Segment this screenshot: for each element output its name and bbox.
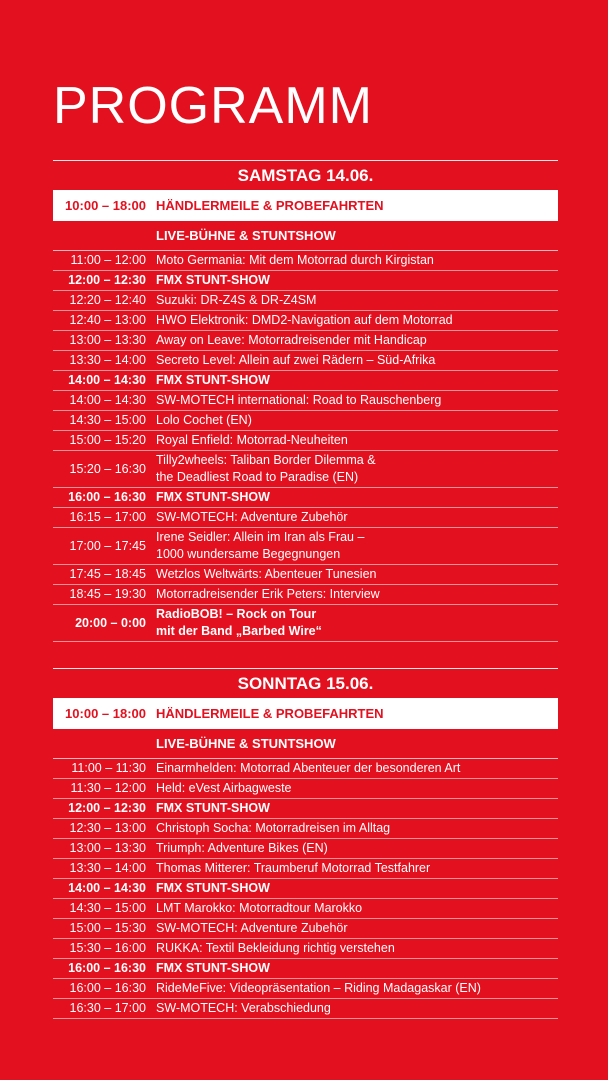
row-text: Royal Enfield: Motorrad-Neuheiten — [156, 433, 348, 447]
schedule-row — [53, 291, 558, 311]
row-time: 16:15 – 17:00 — [69, 510, 146, 524]
row-description — [146, 920, 558, 937]
highlight-row — [53, 698, 558, 729]
row-time: 11:30 – 12:00 — [70, 781, 146, 795]
row-time: 11:00 – 12:00 — [70, 253, 146, 267]
row-description — [146, 432, 558, 449]
schedule-row — [53, 779, 558, 799]
schedule-row — [53, 759, 558, 779]
day-schedule-saturday — [53, 160, 558, 642]
row-text: Moto Germania: Mit dem Motorrad durch Kirgistan — [156, 253, 434, 267]
row-description — [146, 412, 558, 429]
row-time: 12:00 – 12:30 — [68, 273, 146, 287]
schedule-row-highlight — [53, 605, 558, 642]
row-time: 13:30 – 14:00 — [69, 861, 146, 875]
row-description — [146, 452, 558, 486]
schedule-row — [53, 919, 558, 939]
row-description — [146, 252, 558, 269]
schedule-row — [53, 431, 558, 451]
row-description — [146, 312, 558, 329]
schedule-row — [53, 999, 558, 1019]
row-description — [146, 900, 558, 917]
row-text: RideMeFive: Videopräsentation – Riding Madagaskar (EN) — [156, 981, 481, 995]
schedule-row — [53, 451, 558, 488]
row-time: 15:00 – 15:20 — [69, 433, 146, 447]
schedule-row — [53, 251, 558, 271]
row-time: 14:30 – 15:00 — [69, 901, 146, 915]
row-time: 16:00 – 16:30 — [68, 961, 146, 975]
row-description — [146, 509, 558, 526]
row-description — [146, 780, 558, 797]
row-description — [146, 980, 558, 997]
row-description — [146, 586, 558, 603]
row-text: Christoph Socha: Motorradreisen im Alltag — [156, 821, 391, 835]
day-schedule-sunday — [53, 668, 558, 1019]
row-text: RadioBOB! – Rock on Tour — [156, 607, 317, 621]
row-time: 14:00 – 14:30 — [68, 373, 146, 387]
row-text: LMT Marokko: Motorradtour Marokko — [156, 901, 363, 915]
row-text: FMX STUNT-SHOW — [156, 881, 270, 895]
row-text: FMX STUNT-SHOW — [156, 273, 270, 287]
row-text: FMX STUNT-SHOW — [156, 373, 270, 387]
row-description — [146, 820, 558, 837]
row-time: 12:20 – 12:40 — [69, 293, 146, 307]
row-time: 16:00 – 16:30 — [69, 981, 146, 995]
row-description — [146, 489, 558, 506]
row-description — [146, 292, 558, 309]
schedule-row — [53, 859, 558, 879]
row-text: Thomas Mitterer: Traumberuf Motorrad Testfahrer — [156, 861, 431, 875]
row-time: 13:00 – 13:30 — [69, 841, 146, 855]
schedule-row — [53, 899, 558, 919]
highlight-label: HÄNDLERMEILE & PROBEFAHRTEN — [156, 198, 384, 213]
page-title: PROGRAMM — [53, 77, 373, 135]
row-text-continued: mit der Band „Barbed Wire“ — [156, 624, 322, 638]
row-text: Lolo Cochet (EN) — [156, 413, 252, 427]
row-description — [146, 960, 558, 977]
row-text: SW-MOTECH: Adventure Zubehör — [156, 921, 348, 935]
schedule-row — [53, 351, 558, 371]
schedule-row-highlight — [53, 371, 558, 391]
day-heading: SONNTAG 15.06. — [53, 668, 558, 698]
row-description — [146, 860, 558, 877]
row-description — [146, 880, 558, 897]
row-time: 14:00 – 14:30 — [69, 393, 146, 407]
highlight-time: 10:00 – 18:00 — [65, 706, 146, 721]
row-description — [146, 392, 558, 409]
schedule-row-highlight — [53, 879, 558, 899]
row-description — [146, 800, 558, 817]
row-text: HWO Elektronik: DMD2-Navigation auf dem Motorrad — [156, 313, 453, 327]
row-time: 14:30 – 15:00 — [69, 413, 146, 427]
row-time: 13:00 – 13:30 — [69, 333, 146, 347]
row-time: 12:00 – 12:30 — [68, 801, 146, 815]
schedule-row — [53, 411, 558, 431]
row-text: Irene Seidler: Allein im Iran als Frau – — [156, 530, 365, 544]
row-text: Motorradreisender Erik Peters: Interview — [156, 587, 380, 601]
row-time: 15:20 – 16:30 — [69, 461, 146, 476]
row-text: SW-MOTECH international: Road to Rauschenberg — [156, 393, 442, 407]
stage-heading — [53, 729, 558, 759]
schedule-row — [53, 528, 558, 565]
row-time: 18:45 – 19:30 — [69, 587, 146, 601]
row-text: FMX STUNT-SHOW — [156, 961, 270, 975]
highlight-label: HÄNDLERMEILE & PROBEFAHRTEN — [156, 706, 384, 721]
schedule-row-highlight — [53, 488, 558, 508]
row-description — [146, 529, 558, 563]
row-text: SW-MOTECH: Adventure Zubehör — [156, 510, 348, 524]
row-description — [146, 352, 558, 369]
row-description — [146, 372, 558, 389]
row-text: FMX STUNT-SHOW — [156, 801, 270, 815]
row-time: 14:00 – 14:30 — [68, 881, 146, 895]
schedule-row — [53, 331, 558, 351]
row-time: 17:00 – 17:45 — [69, 538, 146, 553]
row-time: 13:30 – 14:00 — [69, 353, 146, 367]
row-time: 16:00 – 16:30 — [68, 490, 146, 504]
schedule-row — [53, 979, 558, 999]
row-description — [146, 760, 558, 777]
schedule-row — [53, 311, 558, 331]
row-time: 11:00 – 11:30 — [71, 761, 146, 775]
row-text: Held: eVest Airbagweste — [156, 781, 292, 795]
row-time: 12:30 – 13:00 — [69, 821, 146, 835]
row-description — [146, 1000, 558, 1017]
schedule-row-highlight — [53, 799, 558, 819]
stage-heading — [53, 221, 558, 251]
row-text: Suzuki: DR-Z4S & DR-Z4SM — [156, 293, 317, 307]
row-text: Wetzlos Weltwärts: Abenteuer Tunesien — [156, 567, 377, 581]
row-description — [146, 272, 558, 289]
highlight-time: 10:00 – 18:00 — [65, 198, 146, 213]
row-text-continued: 1000 wundersame Begegnungen — [156, 547, 341, 561]
schedule-list — [53, 759, 558, 1019]
row-description — [146, 606, 558, 640]
row-time: 20:00 – 0:00 — [75, 615, 146, 630]
day-heading: SAMSTAG 14.06. — [53, 160, 558, 190]
row-text: RUKKA: Textil Bekleidung richtig verstehen — [156, 941, 395, 955]
schedule-row — [53, 508, 558, 528]
row-time: 15:00 – 15:30 — [69, 921, 146, 935]
row-text: FMX STUNT-SHOW — [156, 490, 270, 504]
row-description — [146, 940, 558, 957]
schedule-row-highlight — [53, 959, 558, 979]
row-text-continued: the Deadliest Road to Paradise (EN) — [156, 470, 359, 484]
schedule-row — [53, 585, 558, 605]
schedule-row-highlight — [53, 271, 558, 291]
schedule-list — [53, 251, 558, 642]
row-text: Secreto Level: Allein auf zwei Rädern – Süd-Afrika — [156, 353, 436, 367]
schedule-row — [53, 939, 558, 959]
schedule-row — [53, 839, 558, 859]
stage-label: LIVE-BÜHNE & STUNTSHOW — [156, 228, 336, 243]
highlight-row — [53, 190, 558, 221]
schedule-row — [53, 391, 558, 411]
schedule-row — [53, 565, 558, 585]
row-description — [146, 332, 558, 349]
row-text: Einarmhelden: Motorrad Abenteuer der besonderen Art — [156, 761, 461, 775]
row-description — [146, 566, 558, 583]
row-time: 12:40 – 13:00 — [69, 313, 146, 327]
schedule-row — [53, 819, 558, 839]
row-text: SW-MOTECH: Verabschiedung — [156, 1001, 331, 1015]
row-time: 17:45 – 18:45 — [69, 567, 146, 581]
stage-label: LIVE-BÜHNE & STUNTSHOW — [156, 736, 336, 751]
row-time: 15:30 – 16:00 — [69, 941, 146, 955]
row-time: 16:30 – 17:00 — [69, 1001, 146, 1015]
row-description — [146, 840, 558, 857]
row-text: Tilly2wheels: Taliban Border Dilemma & — [156, 453, 376, 467]
row-text: Triumph: Adventure Bikes (EN) — [156, 841, 328, 855]
row-text: Away on Leave: Motorradreisender mit Handicap — [156, 333, 427, 347]
